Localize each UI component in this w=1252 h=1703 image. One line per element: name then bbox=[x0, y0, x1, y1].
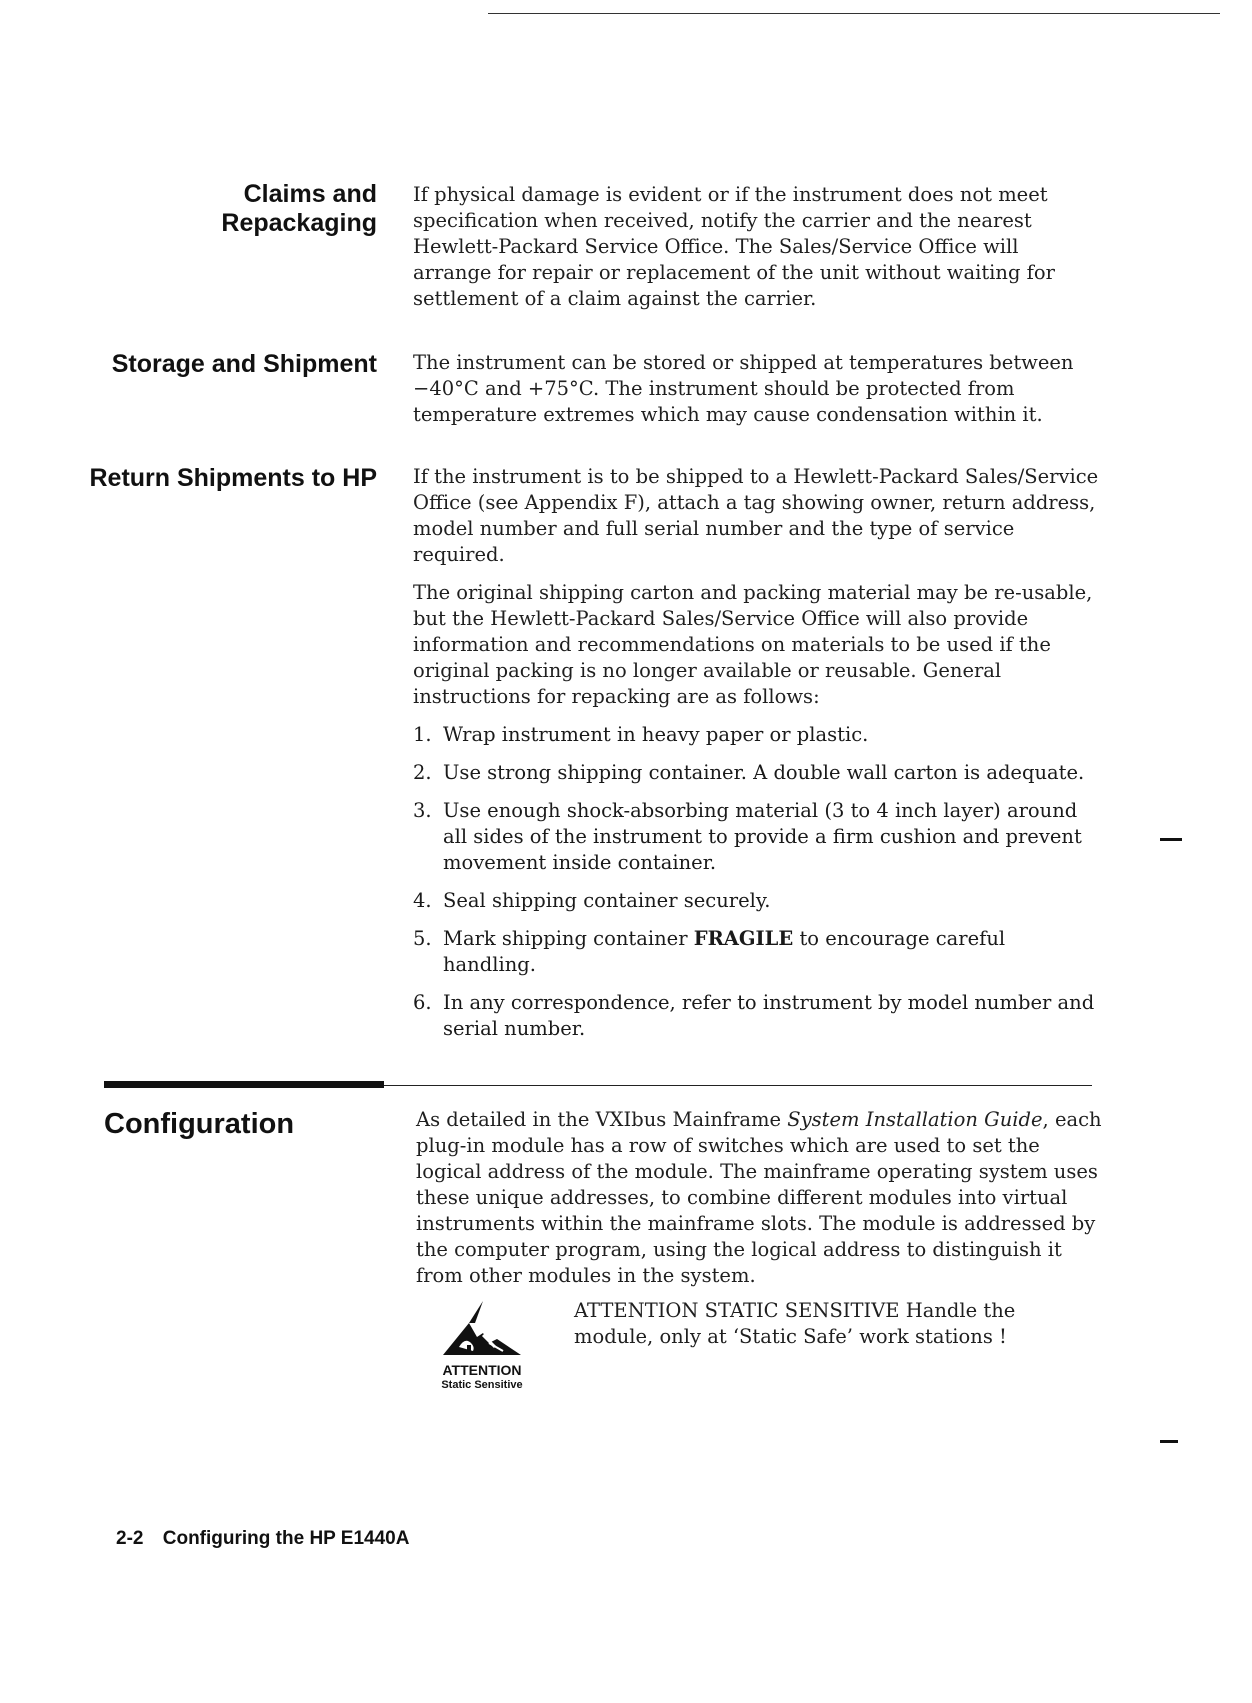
step-number: 3. bbox=[413, 799, 432, 822]
configuration-text-after: , each plug-in module has a row of switches which are used to set the logical address of the module. The mainframe operating system uses these unique addresses, to combine different modules into virtual instruments within the mainframe slots. The module is addressed by the computer program, using the logical address to distinguish it from other modules in the system. bbox=[416, 1108, 1102, 1287]
heading-return-shipments: Return Shipments to HP bbox=[89, 464, 377, 492]
guide-title: System Installation Guide bbox=[787, 1108, 1043, 1131]
margin-mark bbox=[1160, 1440, 1178, 1443]
list-item bbox=[413, 722, 1103, 748]
heading-claims-line2: Repackaging bbox=[221, 209, 377, 237]
return-text-2: The original shipping carton and packing material may be re-usable, but the Hewlett-Packard Sales/Service Office will also provide information and recommendations on materials to be used if the original packing is no longer available or reusable. General instructions for repacking are as follows: bbox=[413, 581, 1093, 708]
footer-title: Configuring the HP E1440A bbox=[162, 1528, 410, 1549]
attention-label: ATTENTION bbox=[442, 1362, 522, 1378]
list-item bbox=[413, 798, 1103, 876]
claims-text: If physical damage is evident or if the instrument does not meet specification when received, notify the carrier and the nearest Hewlett-Packard Service Office. The Sales/Service Office will arrange for repair or replacement of the unit without waiting for settlement of a claim against the carrier. bbox=[413, 183, 1055, 310]
esd-warning-icon bbox=[423, 1297, 541, 1359]
list-item bbox=[413, 888, 1103, 914]
step-number: 1. bbox=[413, 723, 432, 746]
storage-text: The instrument can be stored or shipped at temperatures between −40°C and +75°C. The instrument should be protected from temperature extremes which may cause condensation within it. bbox=[413, 351, 1074, 426]
step-text-before: Mark shipping container bbox=[443, 927, 694, 950]
list-item bbox=[413, 926, 1103, 978]
storage-paragraph bbox=[413, 350, 1103, 428]
step-text bbox=[443, 926, 1103, 978]
step-text: In any correspondence, refer to instrument by model number and serial number. bbox=[443, 991, 1095, 1040]
top-rule bbox=[488, 13, 1220, 14]
section-rule-accent bbox=[104, 1081, 384, 1088]
margin-mark bbox=[1160, 838, 1182, 841]
attention-paragraph bbox=[574, 1298, 1049, 1350]
configuration-paragraph bbox=[416, 1107, 1106, 1289]
step-text-after: to encourage careful handling. bbox=[443, 927, 1006, 976]
claims-paragraph bbox=[413, 182, 1103, 312]
static-sensitive-label: Static Sensitive bbox=[441, 1379, 523, 1391]
configuration-text-before: As detailed in the VXIbus Mainframe bbox=[416, 1108, 788, 1131]
return-text-1: If the instrument is to be shipped to a Hewlett-Packard Sales/Service Office (see Appendix F), attach a tag showing owner, return address, model number and full serial number and the type of service required. bbox=[413, 465, 1099, 566]
step-text: Use enough shock-absorbing material (3 to 4 inch layer) around all sides of the instrument to provide a firm cushion and prevent movement inside container. bbox=[443, 799, 1082, 874]
list-item bbox=[413, 990, 1103, 1042]
page-footer bbox=[116, 1528, 409, 1550]
step-number: 5. bbox=[413, 927, 432, 950]
step-text: Seal shipping container securely. bbox=[443, 889, 771, 912]
step-text: Wrap instrument in heavy paper or plastic. bbox=[443, 723, 869, 746]
heading-claims-line1: Claims and bbox=[243, 180, 377, 208]
heading-claims-repackaging bbox=[87, 180, 377, 238]
step-text: Use strong shipping container. A double wall carton is adequate. bbox=[443, 761, 1085, 784]
return-paragraph-2 bbox=[413, 580, 1103, 710]
fragile-emphasis: FRAGILE bbox=[693, 927, 794, 950]
step-number: 2. bbox=[413, 761, 432, 784]
section-title-configuration: Configuration bbox=[104, 1108, 295, 1140]
repacking-steps-list bbox=[413, 722, 1103, 1054]
step-number: 6. bbox=[413, 991, 432, 1014]
attention-text: ATTENTION STATIC SENSITIVE Handle the module, only at ‘Static Safe’ work stations ! bbox=[574, 1299, 1016, 1348]
heading-storage-shipment: Storage and Shipment bbox=[111, 350, 377, 378]
page-number: 2-2 bbox=[116, 1528, 144, 1549]
return-paragraph-1 bbox=[413, 464, 1103, 568]
step-number: 4. bbox=[413, 889, 432, 912]
list-item bbox=[413, 760, 1103, 786]
configuration-text bbox=[416, 1107, 1106, 1289]
static-sensitive-symbol bbox=[423, 1297, 541, 1393]
